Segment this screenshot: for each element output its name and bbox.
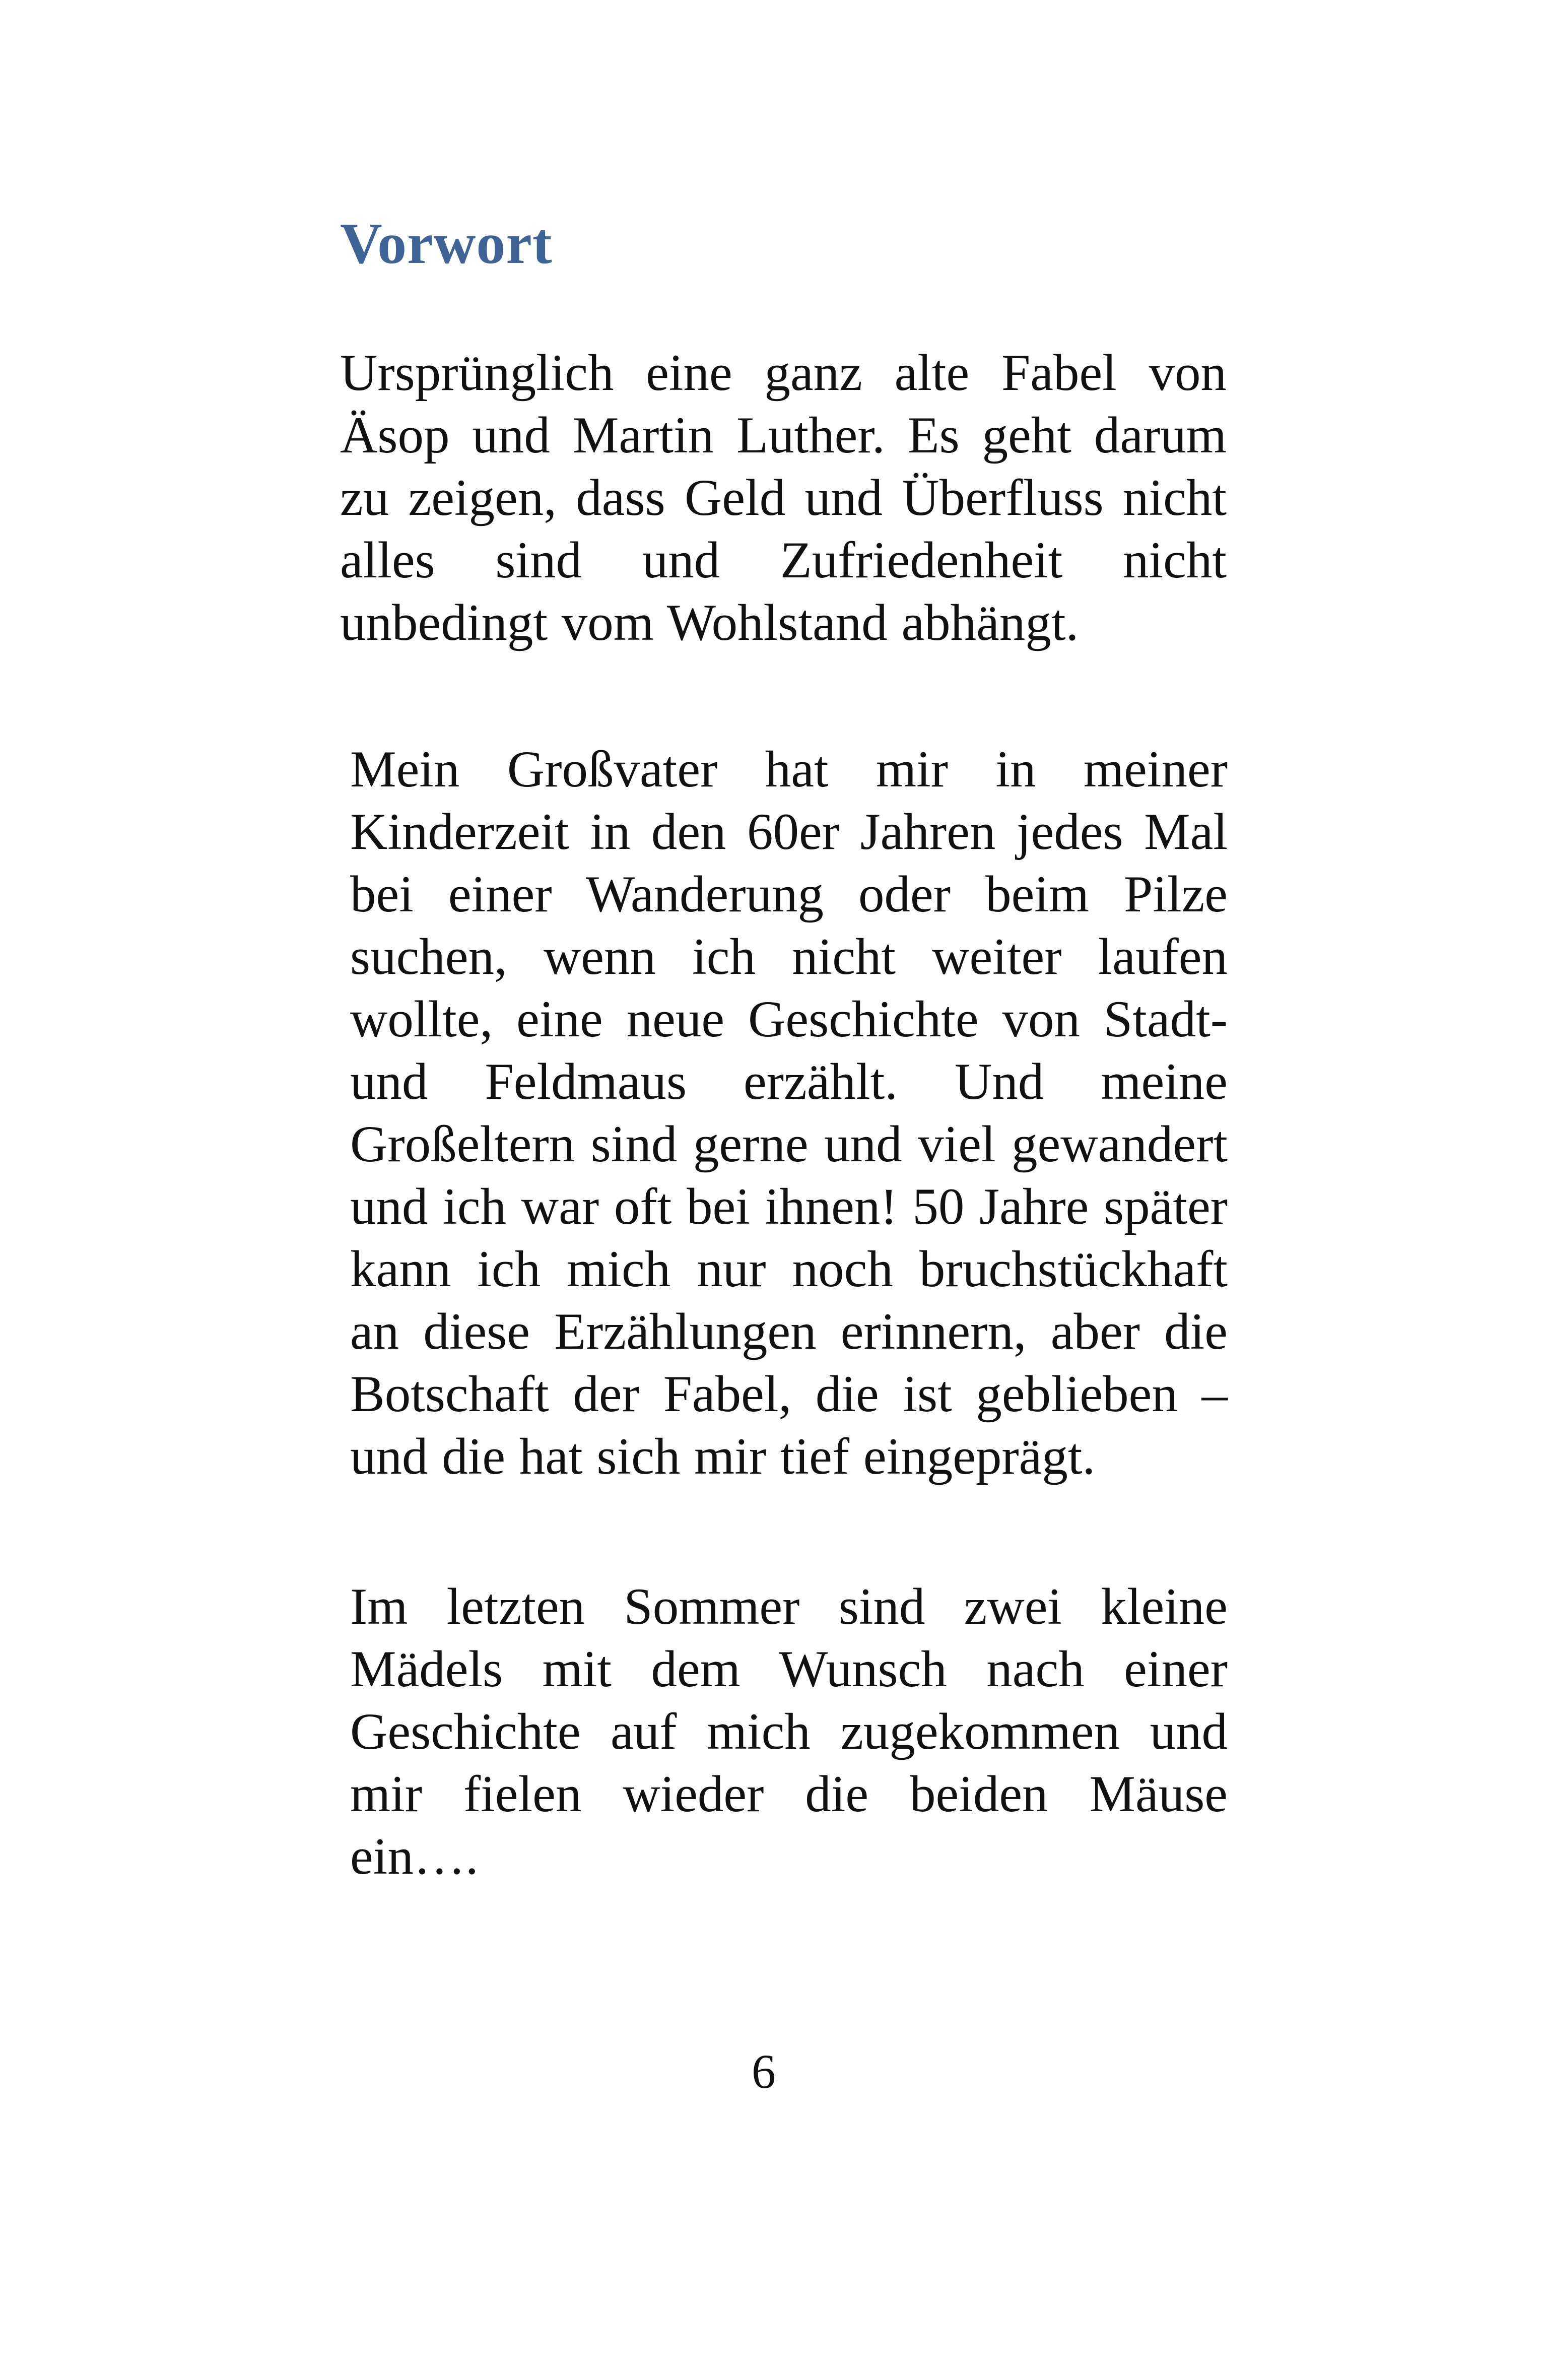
chapter-heading: Vorwort [340,212,553,276]
paragraph-last-summer: Im letzten Sommer sind zwei kleine Mädels mit dem Wunsch nach einer Geschichte auf mich zugekommen und mir fielen wieder die beiden Mäuse ein…. [350,1578,1228,1885]
paragraph-grandfather: Mein Großvater hat mir in meiner Kinderzeit in den 60er Jahren jedes Mal bei einer Wanderung oder beim Pilze suchen, wenn ich nicht weiter laufen wollte, eine neue Geschichte von Stadt- und Feldmaus erzählt. Und meine Großeltern sind gerne und viel gewandert und ich war oft bei ihnen! 50 Jahre später kann ich mich nur noch bruchstückhaft an diese Erzählungen erinnern, aber die Botschaft der Fabel, die ist geblieben – und die hat sich mir tief eingeprägt. [350,741,1228,1485]
page-number: 6 [752,2044,776,2098]
paragraph-origin: Ursprünglich eine ganz alte Fabel von Äsop und Martin Luther. Es geht darum zu zeigen, dass Geld und Überfluss nicht alles sind und Zufriedenheit nicht unbedingt vom Wohlstand abhängt. [340,344,1227,651]
